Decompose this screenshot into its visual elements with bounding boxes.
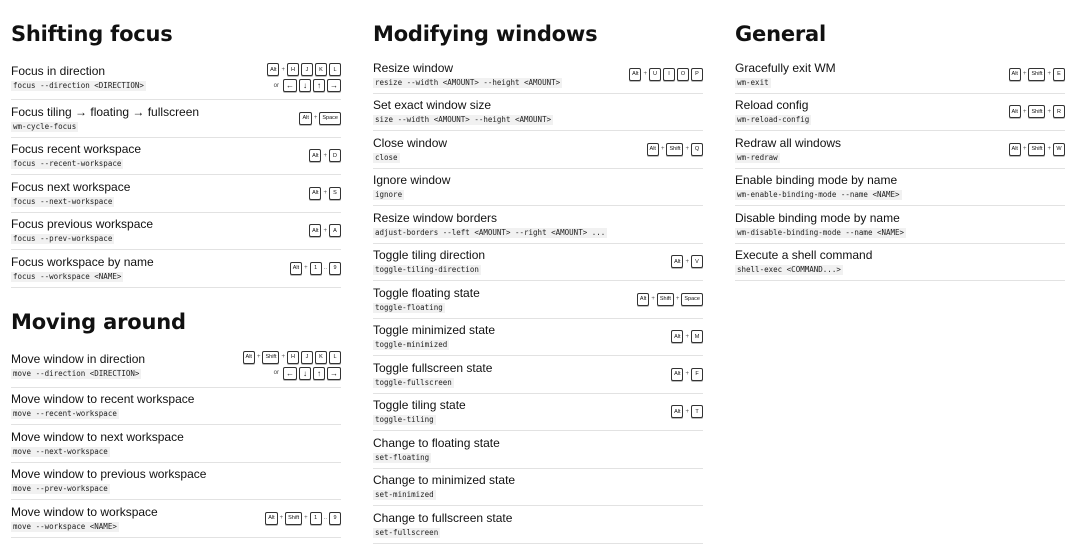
shortcut-row-resize-window	[373, 56, 703, 94]
column-left	[11, 20, 341, 538]
shortcut-text	[735, 173, 902, 200]
key-combo	[309, 224, 341, 237]
shortcut-row-set-exact-window-size	[373, 94, 703, 132]
key-line	[647, 143, 703, 156]
shortcut-title: Focus tiling → floating → fullscreen	[11, 104, 200, 119]
shortcut-title: Toggle fullscreen state	[373, 360, 493, 375]
plus-separator: +	[323, 152, 327, 159]
shortcut-title: Change to minimized state	[373, 473, 516, 488]
key-9: 9	[329, 262, 341, 275]
shortcut-text	[11, 505, 158, 532]
shortcut-title: Change to floating state	[373, 435, 500, 450]
key-alt: Alt	[671, 405, 683, 418]
key-o: O	[677, 68, 689, 81]
key-q: Q	[691, 143, 703, 156]
key-d: D	[329, 149, 341, 162]
arrow-key-icon: →	[327, 367, 341, 380]
key-combo	[637, 293, 703, 306]
key-p: P	[691, 68, 703, 81]
key-combo	[671, 330, 703, 343]
key-shift: Shift	[1028, 143, 1045, 156]
plus-separator: +	[1022, 108, 1027, 115]
shortcut-title: Move window to next workspace	[11, 429, 184, 444]
shortcut-text	[11, 64, 146, 91]
shortcut-text	[373, 136, 447, 163]
shortcut-text	[373, 98, 553, 125]
shortcut-text	[735, 136, 841, 163]
shortcut-title: Close window	[373, 135, 448, 150]
or-separator: or	[273, 370, 279, 376]
key-line	[267, 63, 341, 76]
shortcut-row-focus-next-workspace	[11, 175, 341, 213]
key-line	[671, 255, 703, 268]
key-alt: Alt	[299, 112, 311, 125]
shortcut-row-focus-recent-workspace	[11, 138, 341, 176]
shortcut-title: Gracefully exit WM	[735, 60, 836, 75]
shortcut-title: Focus next workspace	[11, 179, 131, 194]
key-line	[637, 293, 703, 306]
plus-separator: +	[313, 115, 318, 122]
key-1: 1	[310, 512, 322, 525]
key-combo	[309, 149, 341, 162]
shortcut-title: Resize window borders	[373, 210, 498, 225]
key-m: M	[691, 330, 703, 343]
shortcut-command: focus --prev-workspace	[13, 234, 113, 244]
key-space: Space	[681, 293, 703, 306]
plus-separator: +	[685, 408, 689, 415]
shortcut-row-change-to-minimized-state	[373, 469, 703, 507]
key-combo	[290, 262, 341, 275]
shortcut-command: move --workspace <NAME>	[13, 521, 117, 531]
shortcut-title: Toggle minimized state	[373, 323, 496, 338]
key-line	[274, 367, 341, 380]
key-combo	[265, 512, 341, 525]
key-a: A	[329, 224, 341, 237]
shortcut-row-reload-config	[735, 94, 1065, 132]
shortcut-command: focus --recent-workspace	[13, 159, 122, 169]
plus-separator: +	[643, 71, 647, 78]
key-line	[1009, 105, 1065, 118]
shortcut-text	[11, 217, 153, 244]
shortcut-row-change-to-floating-state	[373, 431, 703, 469]
key-alt: Alt	[309, 224, 321, 237]
plus-separator: +	[685, 146, 689, 153]
shortcut-command: move --direction <DIRECTION>	[13, 368, 140, 378]
arrow-key-icon: ↑	[313, 367, 325, 380]
shortcut-command: wm-exit	[737, 77, 769, 87]
plus-separator: +	[1022, 71, 1027, 78]
key-combo	[267, 63, 341, 92]
section-title-modifying-windows: Modifying windows	[373, 22, 598, 46]
shortcut-title: Change to fullscreen state	[373, 510, 513, 525]
key-e: E	[1053, 68, 1065, 81]
shortcut-command: move --recent-workspace	[13, 409, 117, 419]
column-right	[735, 20, 1065, 281]
shortcut-row-close-window	[373, 131, 703, 169]
shortcut-title: Toggle floating state	[373, 285, 480, 300]
plus-separator: +	[1047, 108, 1051, 115]
key-space: Space	[319, 112, 341, 125]
shortcut-row-focus-workspace-by-name	[11, 250, 341, 288]
plus-separator: +	[660, 146, 665, 153]
key-combo	[671, 405, 703, 418]
key-line	[309, 224, 341, 237]
shortcut-command: resize --width <AMOUNT> --height <AMOUNT>	[375, 77, 561, 87]
key-alt: Alt	[290, 262, 302, 275]
key-combo	[629, 68, 703, 81]
shortcut-row-change-to-fullscreen-state	[373, 506, 703, 544]
key-alt: Alt	[647, 143, 659, 156]
arrow-key-icon: ←	[283, 367, 297, 380]
shortcut-row-toggle-floating-state	[373, 281, 703, 319]
shortcut-text	[11, 180, 130, 207]
shortcut-command: focus --direction <DIRECTION>	[13, 81, 144, 90]
shortcut-title: Reload config	[735, 98, 809, 113]
shortcut-row-toggle-minimized-state	[373, 319, 703, 357]
shortcut-row-move-window-to-previous-workspace	[11, 463, 341, 501]
key-l: L	[329, 63, 341, 76]
shortcut-title: Disable binding mode by name	[735, 210, 900, 225]
key-s: S	[329, 187, 341, 200]
key-alt: Alt	[637, 293, 649, 306]
shortcut-command: focus --workspace <NAME>	[13, 271, 122, 281]
key-i: I	[663, 68, 675, 81]
shortcut-row-execute-a-shell-command	[735, 244, 1065, 282]
key-9: 9	[329, 512, 341, 525]
plus-separator: +	[675, 296, 680, 303]
shortcut-text	[373, 436, 500, 463]
key-line	[309, 149, 341, 162]
plus-separator: +	[1047, 146, 1051, 153]
shortcut-row-ignore-window	[373, 169, 703, 207]
shortcut-text	[11, 255, 154, 282]
shortcut-text	[735, 98, 811, 125]
shortcut-row-move-window-in-direction	[11, 344, 341, 388]
shortcut-command: wm-disable-binding-mode --name <NAME>	[737, 227, 905, 237]
shortcut-title: Focus previous workspace	[11, 217, 154, 232]
key-alt: Alt	[267, 63, 279, 76]
shortcut-title: Toggle tiling state	[373, 398, 466, 413]
shortcut-title: Move window to recent workspace	[11, 392, 195, 407]
shortcut-title: Resize window	[373, 60, 454, 75]
shortcut-text	[11, 467, 206, 494]
shortcut-row-disable-binding-mode-by-name	[735, 206, 1065, 244]
range-separator: ..	[323, 515, 327, 522]
key-alt: Alt	[629, 68, 641, 81]
shortcut-text	[735, 248, 872, 275]
shortcut-title: Ignore window	[373, 173, 451, 188]
arrow-key-icon: ↓	[299, 367, 311, 380]
shortcut-row-enable-binding-mode-by-name	[735, 169, 1065, 207]
shortcut-row-move-window-to-recent-workspace	[11, 388, 341, 426]
plus-separator: +	[256, 354, 261, 360]
key-shift: Shift	[285, 512, 302, 525]
key-combo	[1009, 105, 1065, 118]
key-combo	[671, 255, 703, 268]
key-l: L	[329, 351, 341, 364]
key-line	[309, 187, 341, 200]
key-alt: Alt	[1009, 143, 1021, 156]
shortcut-title: Focus in direction	[11, 64, 106, 78]
shortcut-title: Set exact window size	[373, 98, 492, 113]
plus-separator: +	[685, 371, 689, 378]
section-title-shifting-focus: Shifting focus	[11, 22, 173, 46]
plus-separator: +	[1022, 146, 1027, 153]
key-line	[299, 112, 341, 125]
arrow-key-icon: ←	[283, 79, 297, 92]
shortcut-command: wm-enable-binding-mode --name <NAME>	[737, 190, 900, 200]
plus-separator: +	[281, 354, 285, 360]
key-line	[671, 330, 703, 343]
plus-separator: +	[323, 190, 327, 197]
shortcut-text	[11, 142, 141, 169]
shortcut-command: wm-redraw	[737, 152, 778, 162]
shortcut-command: ignore	[375, 190, 403, 200]
column-middle	[373, 20, 703, 544]
key-line	[671, 368, 703, 381]
shortcut-command: move --prev-workspace	[13, 484, 108, 494]
shortcut-text	[373, 173, 450, 200]
shortcut-text	[373, 361, 492, 388]
shortcut-text	[11, 392, 194, 419]
key-f: F	[691, 368, 703, 381]
key-shift: Shift	[1028, 68, 1045, 81]
shortcut-row-toggle-tiling-direction	[373, 244, 703, 282]
shortcut-title: Redraw all windows	[735, 135, 842, 150]
shortcut-command: adjust-borders --left <AMOUNT> --right <AMOUNT> ...	[375, 227, 606, 237]
shortcut-text	[373, 323, 495, 350]
shortcut-title: Enable binding mode by name	[735, 173, 898, 188]
shortcut-text	[11, 105, 199, 132]
key-line	[290, 262, 341, 275]
shortcut-command: set-floating	[375, 452, 430, 462]
shortcut-command: toggle-fullscreen	[375, 377, 452, 387]
shortcut-text	[373, 511, 512, 538]
range-separator: ..	[323, 265, 327, 272]
or-separator: or	[273, 82, 279, 89]
key-combo	[671, 368, 703, 381]
shortcut-command: set-fullscreen	[375, 527, 439, 537]
key-combo	[299, 112, 341, 125]
key-combo	[1009, 143, 1065, 156]
key-line	[274, 79, 341, 92]
key-j: J	[301, 351, 313, 364]
key-line	[629, 68, 703, 81]
shortcut-command: wm-reload-config	[737, 115, 810, 125]
shortcut-title: Focus workspace by name	[11, 254, 154, 269]
key-t: T	[691, 405, 703, 418]
shortcut-text	[735, 61, 836, 88]
plus-separator: +	[1047, 71, 1051, 78]
section-title-general: General	[735, 22, 826, 46]
key-line	[1009, 143, 1065, 156]
shortcut-text	[11, 430, 184, 457]
key-alt: Alt	[243, 351, 255, 364]
plus-separator: +	[323, 227, 327, 234]
shortcut-command: size --width <AMOUNT> --height <AMOUNT>	[375, 115, 552, 125]
plus-separator: +	[281, 66, 285, 73]
shortcut-row-focus-tiling-floating-fullscreen	[11, 100, 341, 138]
plus-separator: +	[651, 296, 655, 303]
shortcut-title: Move window in direction	[11, 351, 146, 366]
key-shift: Shift	[262, 351, 279, 364]
key-line	[265, 512, 341, 525]
shortcut-text	[373, 248, 485, 275]
key-j: J	[301, 63, 313, 76]
shortcut-row-move-window-to-next-workspace	[11, 425, 341, 463]
key-combo	[1009, 68, 1065, 81]
key-k: K	[315, 351, 327, 364]
arrow-key-icon: ↓	[299, 79, 311, 92]
key-shift: Shift	[657, 293, 674, 306]
plus-separator: +	[304, 265, 308, 272]
shortcut-text	[735, 211, 906, 238]
shortcut-row-move-window-to-workspace	[11, 500, 341, 538]
shortcut-command: focus --next-workspace	[13, 196, 113, 206]
plus-separator: +	[279, 515, 284, 522]
shortcut-text	[373, 211, 607, 238]
shortcut-row-gracefully-exit-wm	[735, 56, 1065, 94]
plus-separator: +	[685, 258, 689, 265]
shortcut-title: Move window to workspace	[11, 504, 158, 519]
key-alt: Alt	[671, 368, 683, 381]
key-k: K	[315, 63, 327, 76]
shortcut-text	[373, 61, 562, 88]
key-line	[671, 405, 703, 418]
shortcut-title: Move window to previous workspace	[11, 467, 207, 482]
key-u: U	[649, 68, 661, 81]
key-combo	[309, 187, 341, 200]
shortcut-row-toggle-fullscreen-state	[373, 356, 703, 394]
key-combo	[243, 351, 341, 380]
section-title-moving-around: Moving around	[11, 309, 186, 334]
key-alt: Alt	[671, 330, 683, 343]
key-r: R	[1053, 105, 1065, 118]
plus-separator: +	[685, 333, 689, 340]
key-v: V	[691, 255, 703, 268]
shortcut-row-redraw-all-windows	[735, 131, 1065, 169]
shortcut-command: toggle-tiling	[375, 415, 434, 425]
shortcut-title: Execute a shell command	[735, 248, 873, 263]
key-shift: Shift	[666, 143, 683, 156]
shortcut-command: shell-exec <COMMAND...>	[737, 265, 841, 275]
key-combo	[647, 143, 703, 156]
shortcut-row-focus-previous-workspace	[11, 213, 341, 251]
shortcut-command: toggle-minimized	[375, 340, 448, 350]
key-alt: Alt	[309, 187, 321, 200]
shortcut-command: set-minimized	[375, 490, 434, 500]
key-line	[1009, 68, 1065, 81]
key-alt: Alt	[671, 255, 683, 268]
shortcut-row-focus-in-direction	[11, 56, 341, 100]
shortcut-command: toggle-floating	[375, 302, 443, 312]
key-shift: Shift	[1028, 105, 1045, 118]
key-alt: Alt	[1009, 68, 1021, 81]
key-alt: Alt	[265, 512, 277, 525]
shortcut-command: wm-cycle-focus	[13, 121, 77, 131]
shortcut-row-resize-window-borders	[373, 206, 703, 244]
key-h: H	[287, 63, 299, 76]
shortcut-row-toggle-tiling-state	[373, 394, 703, 432]
arrow-key-icon: →	[327, 79, 341, 92]
key-alt: Alt	[1009, 105, 1021, 118]
arrow-key-icon: ↑	[313, 79, 325, 92]
key-w: W	[1053, 143, 1065, 156]
shortcut-text	[373, 398, 466, 425]
shortcut-text	[373, 473, 515, 500]
shortcut-text	[373, 286, 480, 313]
plus-separator: +	[304, 515, 308, 522]
key-line	[243, 351, 341, 364]
shortcut-title: Toggle tiling direction	[373, 248, 486, 263]
shortcut-command: close	[375, 152, 398, 162]
shortcut-text	[11, 352, 145, 379]
shortcut-title: Focus recent workspace	[11, 142, 142, 157]
key-h: H	[287, 351, 299, 364]
shortcut-command: toggle-tiling-direction	[375, 265, 479, 275]
shortcut-command: move --next-workspace	[13, 446, 108, 456]
key-alt: Alt	[309, 149, 321, 162]
key-1: 1	[310, 262, 322, 275]
